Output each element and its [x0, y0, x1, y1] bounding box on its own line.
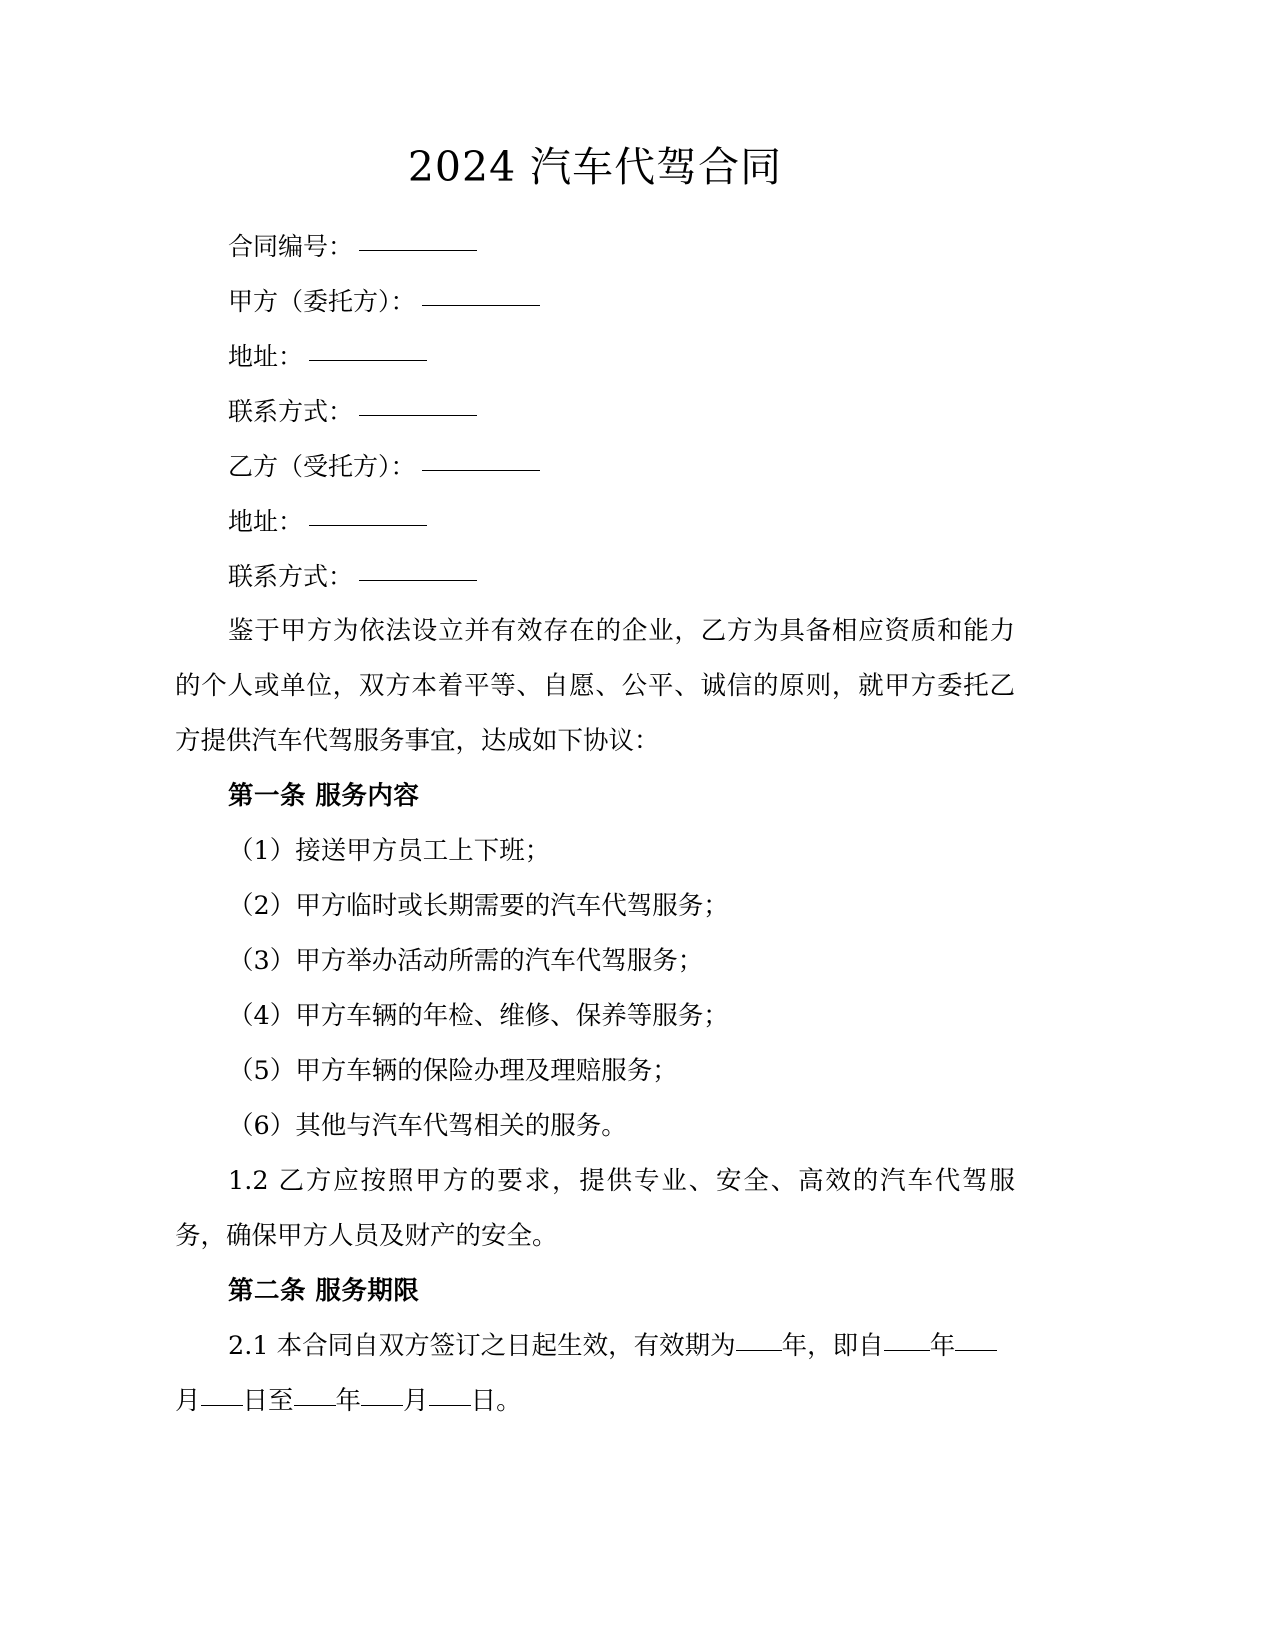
section-heading-1: 第一条 服务内容: [228, 781, 420, 812]
field-row-party-b-address: [175, 494, 1015, 549]
preamble-paragraph: 鉴于甲方为依法设立并有效存在的企业，乙方为具备相应资质和能力的个人或单位，双方本着平等、自愿、公平、诚信的原则，就甲方委托乙方提供汽车代驾服务事宜，达成如下协议：: [175, 616, 1015, 757]
section-2-clause-2-1: [175, 1319, 1015, 1429]
field-blank-party-b-contact[interactable]: [359, 580, 477, 581]
contract-header-fields: [175, 219, 1015, 604]
field-label-contract-number: 合同编号：: [228, 232, 354, 262]
clause-2-1-text-part-4: 月: [175, 1386, 201, 1417]
clause-2-1-blank-end-month[interactable]: [361, 1405, 403, 1406]
clause-2-1-blank-start-year[interactable]: [884, 1350, 930, 1351]
clause-2-1-text-part-8: 日。: [470, 1386, 522, 1417]
field-blank-party-a-contact[interactable]: [359, 415, 477, 416]
field-label-party-a-address: 地址：: [228, 342, 304, 372]
service-item-6: （6）其他与汽车代驾相关的服务。: [228, 1111, 627, 1142]
clause-2-1-blank-term-years[interactable]: [736, 1350, 782, 1351]
clause-2-1-blank-end-year[interactable]: [294, 1405, 336, 1406]
service-item-5: （5）甲方车辆的保险办理及理赔服务；: [228, 1056, 678, 1087]
field-row-party-a: [175, 274, 1015, 329]
field-label-party-a: 甲方（委托方）：: [228, 287, 416, 317]
field-label-party-b: 乙方（受托方）：: [228, 452, 416, 482]
field-blank-party-a[interactable]: [422, 305, 540, 306]
clause-2-1-text-part-6: 年: [335, 1386, 362, 1417]
page-title: 2024 汽车代驾合同: [407, 143, 783, 191]
field-label-party-b-address: 地址：: [228, 507, 304, 537]
clause-2-1-blank-start-day[interactable]: [201, 1405, 243, 1406]
section-1-paragraph-1-2: 1.2 乙方应按照甲方的要求，提供专业、安全、高效的汽车代驾服务，确保甲方人员及财产的安全。: [175, 1166, 1015, 1252]
field-blank-contract-number[interactable]: [359, 250, 477, 251]
document-content: [175, 0, 1015, 1429]
service-item-2: （2）甲方临时或长期需要的汽车代驾服务；: [228, 891, 729, 922]
field-row-party-a-contact: [175, 384, 1015, 439]
clause-2-1-text-part-5: 日至: [242, 1386, 294, 1417]
clause-2-1-text-part-7: 月: [403, 1386, 429, 1417]
service-item-4: （4）甲方车辆的年检、维修、保养等服务；: [228, 1001, 729, 1032]
field-label-party-b-contact: 联系方式：: [228, 562, 354, 592]
field-row-party-b: [175, 439, 1015, 494]
field-blank-party-b[interactable]: [422, 470, 540, 471]
field-blank-party-b-address[interactable]: [309, 525, 427, 526]
field-label-party-a-contact: 联系方式：: [228, 397, 354, 427]
field-row-contract-number: [175, 219, 1015, 274]
field-row-party-b-contact: [175, 549, 1015, 604]
clause-2-1-text-part-2: 年，即自: [781, 1331, 884, 1362]
field-row-party-a-address: [175, 329, 1015, 384]
clause-2-1-blank-end-day[interactable]: [429, 1405, 471, 1406]
clause-2-1-text-part-1: 2.1 本合同自双方签订之日起生效，有效期为: [228, 1331, 736, 1362]
service-item-3: （3）甲方举办活动所需的汽车代驾服务；: [228, 946, 704, 977]
clause-2-1-blank-start-month[interactable]: [955, 1350, 997, 1351]
field-blank-party-a-address[interactable]: [309, 360, 427, 361]
clause-2-1-text-part-3: 年: [929, 1331, 956, 1362]
section-heading-2: 第二条 服务期限: [228, 1276, 420, 1307]
service-item-1: （1）接送甲方员工上下班；: [228, 836, 551, 867]
